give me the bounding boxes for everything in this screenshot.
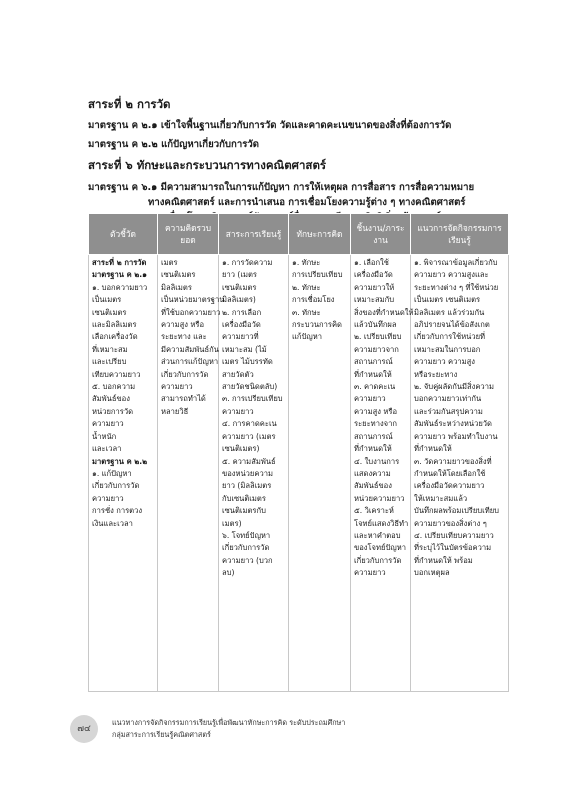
cell-line: เซนติเมตร)	[222, 444, 260, 454]
cell-line: เป็นเมตร	[92, 295, 122, 305]
cell-line: ความยาวของสิ่งต่าง ๆ	[414, 518, 487, 528]
cell-line: ๒. ทักษะ	[292, 282, 321, 292]
cell-thinking-skills	[289, 255, 351, 692]
cell-line: บอกความยาวเท่ากัน	[414, 394, 482, 404]
cell-line: กระบวนการคิด	[292, 320, 342, 330]
cell-line: ของหน่วยความ	[222, 468, 273, 478]
strand6-heading: สาระที่ ๖ ทักษะและกระบวนการทางคณิตศาสตร์	[88, 158, 327, 172]
cell-line: ๑. เลือกใช้	[354, 258, 389, 267]
header-thinking-skills: ทักษะการคิด	[289, 214, 351, 255]
cell-line: ๑. แก้ปัญหา	[92, 468, 132, 478]
cell-line: มีความสัมพันธ์กัน	[161, 344, 219, 354]
cell-line: มาตรฐาน ค ๒.๑	[92, 270, 148, 280]
cell-line: และหาคำตอบ	[354, 530, 401, 540]
cell-line: ๕. วิเคราะห์	[354, 506, 394, 516]
header-tasks: ชิ้นงาน/ภาระงาน	[351, 214, 411, 255]
standard-2-1: มาตรฐาน ค ๒.๑ เข้าใจพื้นฐานเกี่ยวกับการวัด วัดและคาดคะเนขนาดของสิ่งที่ต้องการวัด	[88, 120, 452, 131]
strand2-heading: สาระที่ ๒ การวัด	[88, 97, 171, 111]
cell-line: ๓. ทักษะ	[292, 307, 321, 317]
cell-line: ๒. จับคู่ผลัดกันมีสิ่งความ	[414, 382, 494, 392]
cell-line: กำหนดให้โดยเลือกใช้	[414, 468, 486, 478]
cell-line: เซนติเมตร	[92, 307, 127, 317]
cell-line: ความยาว ความสูง	[414, 357, 475, 367]
cell-line: ที่กำหนดให้ พร้อม	[414, 555, 473, 565]
cell-line: เกี่ยวกับการวัด	[222, 543, 270, 553]
cell-line: ความยาวที่	[222, 332, 259, 342]
cell-content	[219, 255, 289, 692]
cell-line: สัมพันธ์ของ	[92, 394, 130, 404]
standard-2-2: มาตรฐาน ค ๒.๒ แก้ปัญหาเกี่ยวกับการวัด	[88, 139, 259, 150]
header-activities: แนวการจัดกิจกรรมการเรียนรู้	[411, 214, 509, 255]
cell-line: ๓. การเปรียบเทียบ	[222, 394, 283, 404]
cell-line: หลายวิธี	[161, 406, 189, 416]
cell-line: เหมาะสมในการบอก	[414, 344, 481, 354]
cell-line: เซนติเมตรกับ	[222, 506, 266, 516]
cell-line: เมตร ไม้บรรทัด	[222, 357, 273, 367]
cell-line: เกี่ยวกับการวัด	[92, 481, 140, 491]
cell-line: เซนติเมตร	[161, 270, 196, 280]
cell-line: ๓. วัดความยาวของสิ่งที่	[414, 456, 492, 466]
learning-table	[88, 213, 509, 692]
cell-line: และเปรียบ	[92, 357, 127, 367]
cell-line: เมตร)	[222, 518, 242, 528]
cell-line: ความสูง หรือ	[354, 406, 398, 416]
cell-line: เหมาะสม (ไม้	[222, 344, 267, 354]
cell-line: มาตรฐาน ค ๒.๒	[92, 456, 148, 466]
cell-line: เลือกเครื่องวัด	[92, 332, 138, 342]
cell-line: ๑. ทักษะ	[292, 258, 321, 267]
cell-line: เป็นเมตร เซนติเมตร	[414, 295, 481, 305]
cell-line: ความยาว	[354, 394, 386, 404]
cell-line: ๕. ความสัมพันธ์	[222, 456, 276, 466]
cell-line: เกี่ยวกับการใช้หน่วยที่	[414, 332, 486, 342]
cell-line: ความยาว	[161, 382, 193, 392]
cell-line: ความยาว พร้อมทำใบงาน	[414, 431, 498, 441]
footer-line1: แนวทางการจัดกิจกรรมการเรียนรู้เพื่อพัฒนาทักษะการคิด ระดับประถมศึกษา	[112, 718, 346, 727]
cell-line: หน่วยความยาว	[354, 493, 405, 503]
cell-line: หรือระยะทาง	[414, 369, 458, 379]
cell-line: ของโจทย์ปัญหา	[354, 543, 407, 553]
cell-line: ที่ใช้บอกความยาว	[161, 307, 221, 317]
cell-line: ที่ระบุไว้ในบัตรข้อความ	[414, 543, 492, 553]
cell-line: ที่กำหนดให้	[354, 369, 392, 379]
cell-line: ที่เหมาะสม	[92, 344, 128, 354]
cell-line: มิลลิเมตร)	[222, 295, 256, 305]
cell-line: เทียบความยาว	[92, 369, 141, 379]
cell-line: ระยะทางต่าง ๆ ที่ใช้หน่วย	[414, 282, 499, 292]
cell-line: บันทึกผลพร้อมเปรียบเทียบ	[414, 506, 500, 516]
cell-activities	[411, 255, 509, 692]
cell-line: เซนติเมตร	[222, 282, 257, 292]
cell-line: ความยาว	[354, 568, 386, 578]
cell-line: หน่วยการวัด	[92, 406, 134, 416]
cell-line: การเชื่อมโยง	[292, 295, 335, 305]
header-indicators: ตัวชี้วัด	[89, 214, 158, 255]
header-content: สาระการเรียนรู้	[219, 214, 289, 255]
cell-line: เป็นหน่วยมาตรฐาน	[161, 295, 225, 305]
cell-line: สามารถทำได้	[161, 394, 206, 404]
cell-line: ที่กำหนดให้	[354, 444, 392, 454]
cell-line: ระยะทางจาก	[354, 419, 397, 429]
cell-line: เกี่ยวกับการวัด	[161, 369, 209, 379]
cell-line: ๑. การวัดความ	[222, 258, 273, 267]
cell-line: ๕. บอกความ	[92, 382, 136, 392]
cell-line: ๓. คาดคะเน	[354, 382, 396, 392]
cell-line: ๖. โจทย์ปัญหา	[222, 530, 271, 540]
cell-line: แก้ปัญหา	[292, 332, 323, 342]
cell-line: ความยาว (เมตร	[222, 431, 276, 441]
page-number: ๗๔	[70, 715, 98, 743]
cell-line: ความยาว	[92, 493, 124, 503]
cell-line: สาระที่ ๒ การวัด	[92, 258, 147, 267]
standard-6-1-line2: ทางคณิตศาสตร์ และการนำเสนอ การเชื่อมโยงความรู้ต่าง ๆ ทางคณิตศาสตร์	[148, 197, 466, 208]
cell-line: มิลลิเมตร	[161, 282, 192, 292]
cell-line: ระยะทาง และ	[161, 332, 207, 342]
cell-line: และเวลา	[92, 444, 122, 454]
cell-line: ๔. การคาดคะเน	[222, 419, 277, 429]
cell-line: ความยาว ความสูงและ	[414, 270, 489, 280]
cell-line: กับเซนติเมตร	[222, 493, 266, 503]
cell-line: ๒. เปรียบเทียบ	[354, 332, 402, 342]
cell-line: ยาว (เมตร	[222, 270, 257, 280]
cell-line: และร่วมกันสรุปความ	[414, 406, 483, 416]
cell-line: ความสูง หรือ	[161, 320, 205, 330]
cell-line: ความยาวให้	[354, 282, 395, 292]
cell-line: เกี่ยวกับการวัด	[354, 555, 402, 565]
cell-line: ๔. เปรียบเทียบความยาว	[414, 530, 494, 540]
cell-line: อภิปรายจนได้ข้อสังเกต	[414, 320, 490, 330]
cell-line: มิลลิเมตร แล้วร่วมกัน	[414, 307, 485, 317]
cell-line: สัมพันธ์ของ	[354, 481, 392, 491]
cell-line: และมิลลิเมตร	[92, 320, 137, 330]
table-header-row	[89, 214, 509, 255]
cell-line: ๒. การเลือก	[222, 307, 262, 317]
standard-6-1-line1: มาตรฐาน ค ๖.๑ มีความสามารถในการแก้ปัญหา การให้เหตุผล การสื่อสาร การสื่อความหมาย	[88, 182, 475, 193]
cell-line: สถานการณ์	[354, 431, 393, 441]
cell-line: ลบ)	[222, 568, 235, 578]
cell-line: สายวัดชนิดตลับ)	[222, 382, 278, 392]
cell-indicators	[89, 255, 158, 692]
cell-line: เงินและเวลา	[92, 518, 133, 528]
cell-line: สถานการณ์	[354, 357, 393, 367]
cell-line: เมตร	[161, 258, 178, 267]
cell-line: เครื่องมือวัด	[222, 320, 261, 330]
footer-line2: กลุ่มสาระการเรียนรู้คณิตศาสตร์	[112, 730, 211, 739]
cell-line: ยาว (มิลลิเมตร	[222, 481, 272, 491]
cell-line: ส่วนการแก้ปัญหา	[161, 357, 219, 367]
cell-line: โจทย์แสดงวิธีทำ	[354, 518, 409, 528]
cell-line: น้ำหนัก	[92, 431, 117, 441]
cell-line: ๑. บอกความยาว	[92, 282, 148, 292]
cell-line: การเปรียบเทียบ	[292, 270, 343, 280]
cell-line: ความยาว	[222, 406, 254, 416]
header-concept: ความคิดรวบยอด	[158, 214, 219, 255]
cell-line: ๑. พิจารณาข้อมูลเกี่ยวกับ	[414, 258, 498, 267]
table-row	[89, 255, 509, 692]
cell-line: เครื่องมือวัด	[354, 270, 393, 280]
cell-line: สิ่งของที่กำหนดให้	[354, 307, 414, 317]
cell-line: ๔. ใบงานการ	[354, 456, 400, 466]
cell-concept	[158, 255, 225, 692]
cell-line: บอกเหตุผล	[414, 568, 450, 578]
cell-line: ที่กำหนดให้	[414, 444, 452, 454]
cell-line: แสดงความ	[354, 468, 391, 478]
cell-tasks	[351, 255, 414, 692]
cell-line: เครื่องมือวัดความยาว	[414, 481, 485, 491]
cell-line: แล้วบันทึกผล	[354, 320, 397, 330]
cell-line: เหมาะสมกับ	[354, 295, 395, 305]
cell-line: การชั่ง การตวง	[92, 506, 143, 516]
cell-line: ให้เหมาะสมแล้ว	[414, 493, 468, 503]
cell-line: ความยาว (บวก	[222, 555, 273, 565]
cell-line: สัมพันธ์ระหว่างหน่วยวัด	[414, 419, 492, 429]
cell-line: ความยาว	[92, 419, 124, 429]
cell-line: ความยาวจาก	[354, 344, 399, 354]
cell-line: สายวัดตัว	[222, 369, 254, 379]
